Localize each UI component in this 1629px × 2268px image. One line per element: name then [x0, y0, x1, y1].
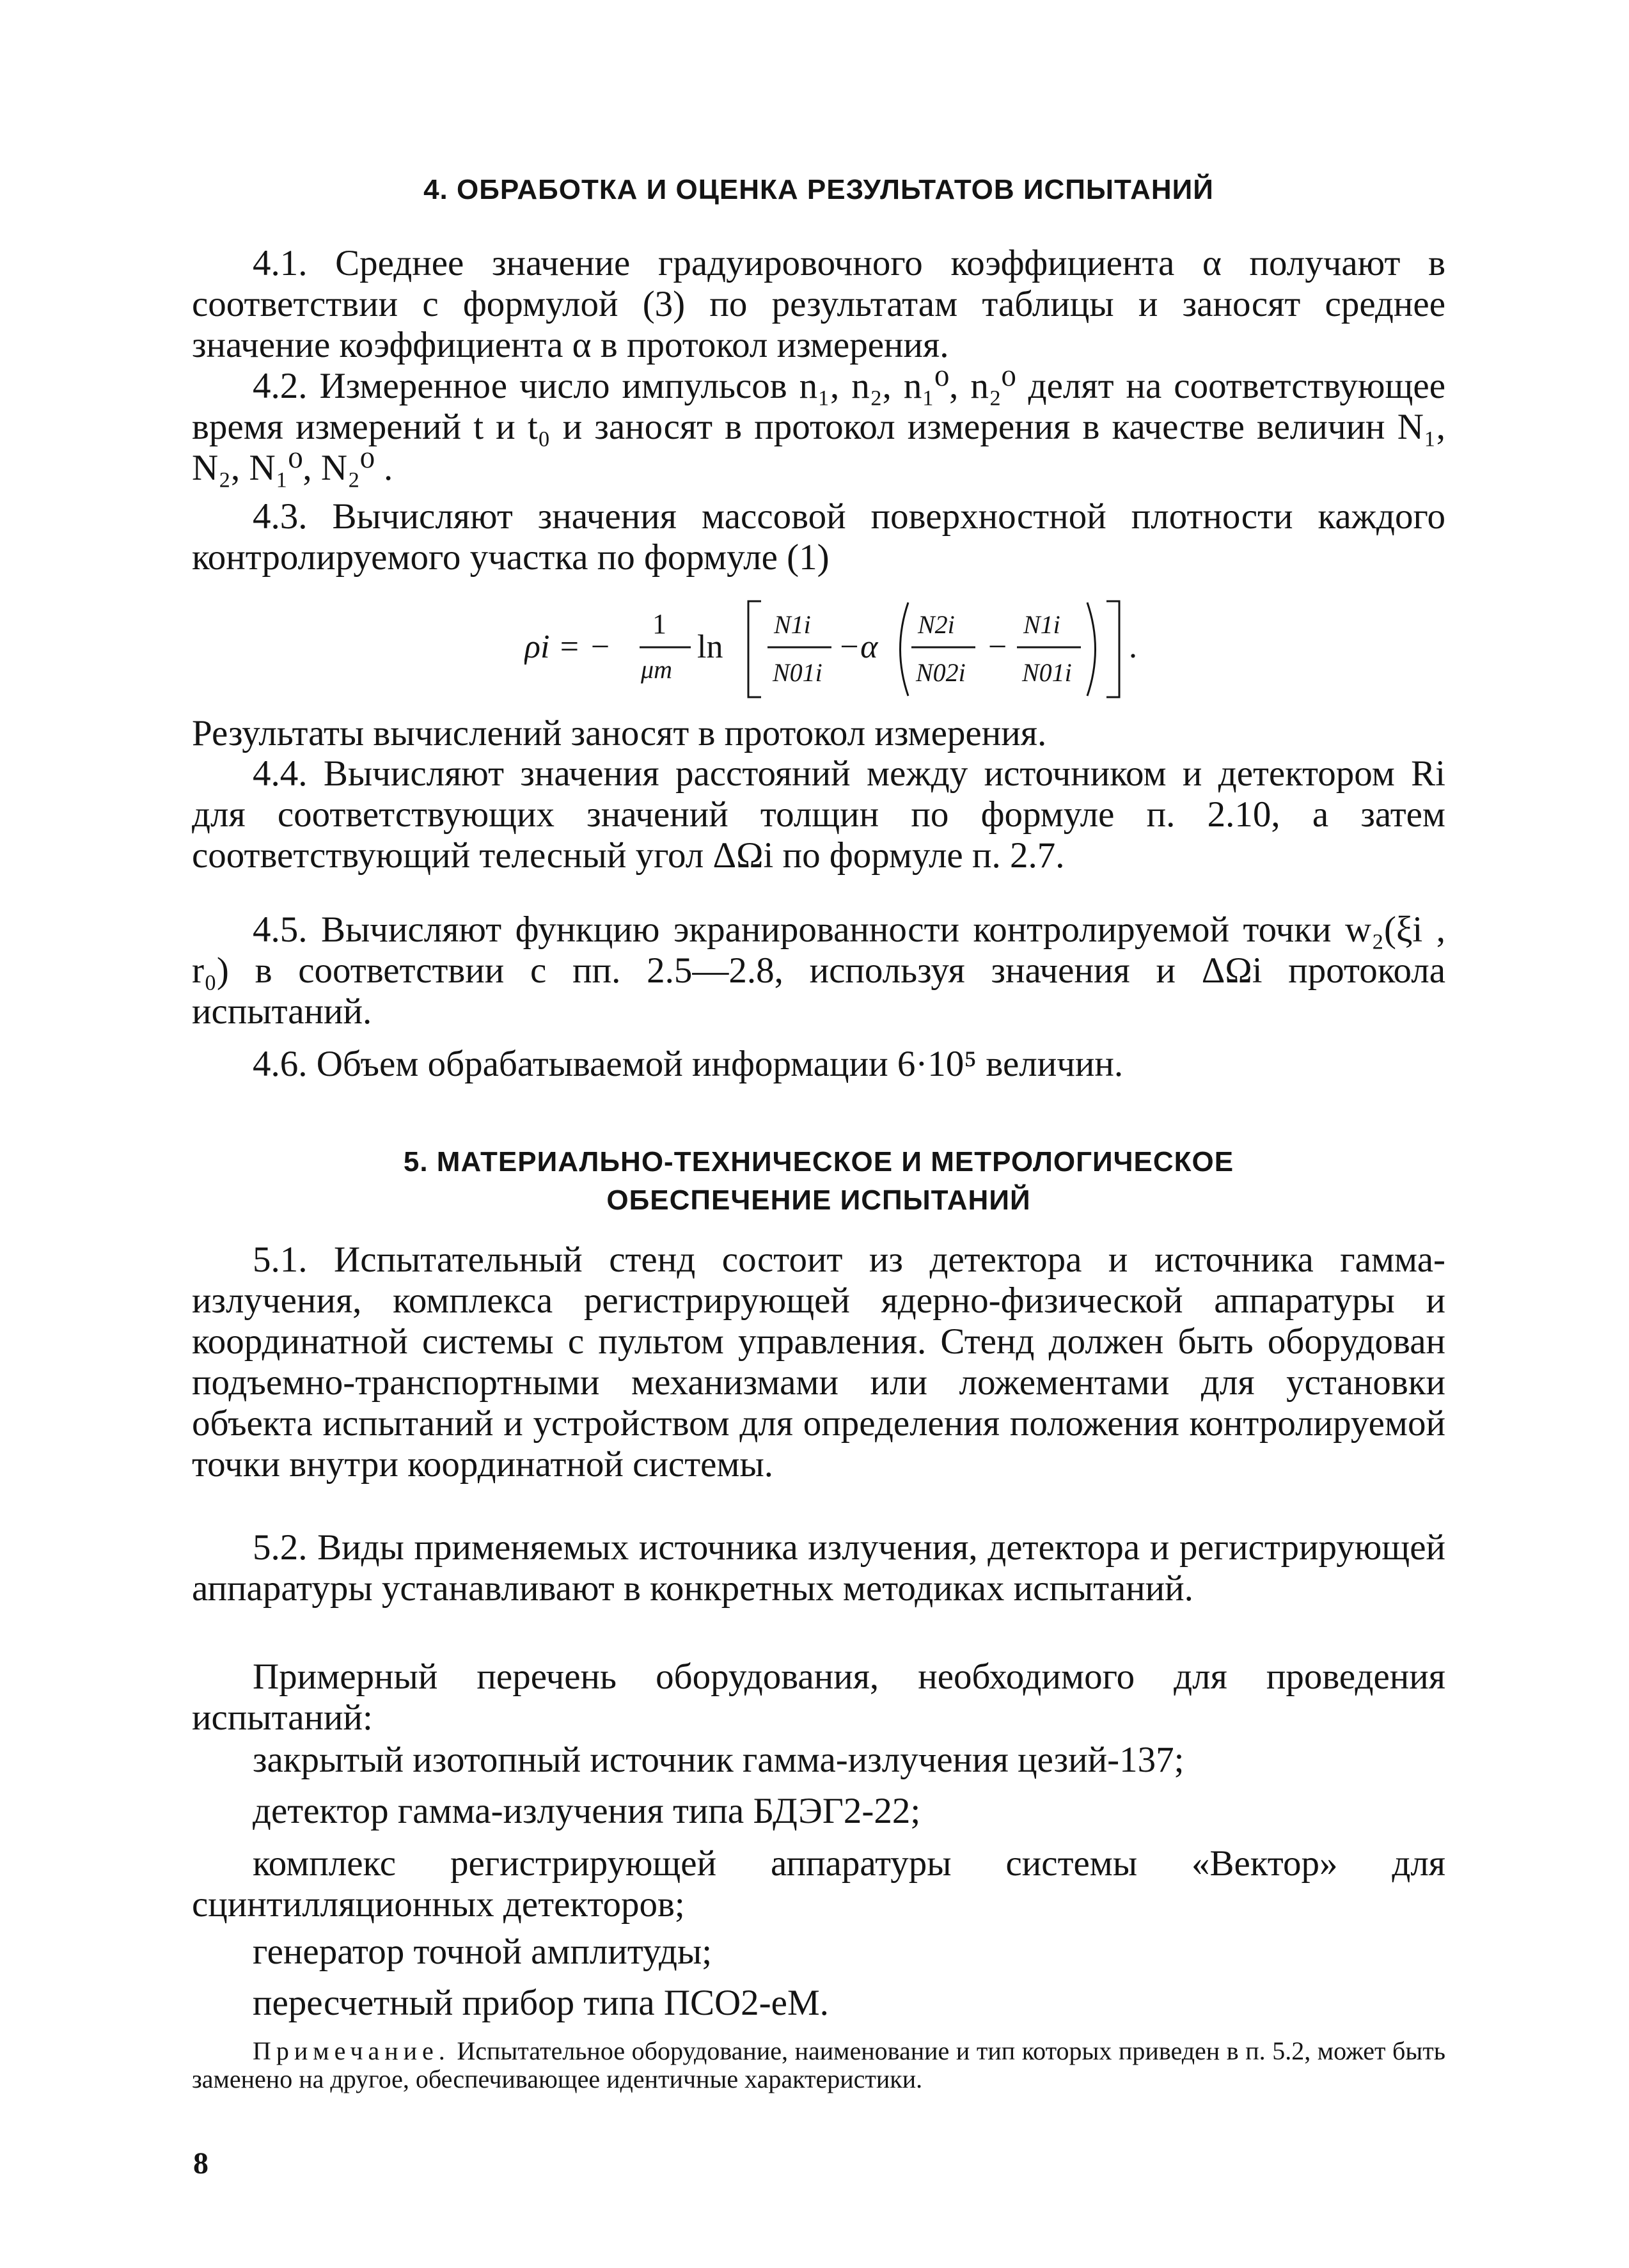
paragraph-4-3: 4.3. Вычисляют значения массовой поверхностной плотности каждого контролируемого участка по формуле (1)	[192, 496, 1445, 578]
paragraph-5-2: 5.2. Виды применяемых источника излучения, детектора и регистрирующей аппаратуры устанавливают в конкретных методиках испытаний.	[192, 1527, 1445, 1609]
list-item: генератор точной амплитуды;	[253, 1932, 712, 1972]
note-label: Примечание.	[253, 2036, 450, 2065]
paragraph-4-5: 4.5. Вычисляют функцию экранированности контролируемой точки w₂(ξi , r₀) в соответствии с пп. 2.5—2.8, используя значения и ΔΩi протокола испытаний.	[192, 910, 1445, 1032]
section-5-heading-line1: 5. МАТЕРИАЛЬНО-ТЕХНИЧЕСКОЕ И МЕТРОЛОГИЧЕСКОЕ	[403, 1146, 1234, 1177]
list-item: детектор гамма-излучения типа БДЭГ2-22;	[253, 1791, 921, 1831]
paragraph-4-6: 4.6. Объем обрабатываемой информации 6·10⁵ величин.	[253, 1044, 1124, 1084]
note	[192, 2037, 1445, 2093]
formula-t3-num: N1i	[1023, 610, 1060, 639]
paragraph-4-1: 4.1. Среднее значение градуировочного коэффициента α получают в соответствии с формулой (3) по результатам таблицы и заносят среднее значение коэффициента α в протокол измерения.	[192, 243, 1445, 365]
document-page	[192, 0, 1445, 2268]
formula-end: .	[1129, 629, 1137, 665]
list-item: пересчетный прибор типа ПСО2-еМ.	[253, 1983, 829, 2023]
note-text: Испытательное оборудование, наименование и тип которых приведен в п. 5.2, может быть заменено на другое, обеспечивающее идентичные характеристики.	[192, 2036, 1445, 2093]
formula-t2-den: N02i	[916, 658, 966, 687]
formula-t1-num: N1i	[774, 610, 811, 639]
density-formula	[524, 588, 1356, 710]
paragraph-5-1: 5.1. Испытательный стенд состоит из детектора и источника гамма-излучения, комплекса регистрирующей ядерно-физической аппаратуры и координатной системы с пультом управления. Стенд должен быть оборудован подъемно-транспортными механизмами или ложементами для установки объекта испытаний и устройством для определения положения контролируемой точки внутри координатной системы.	[192, 1240, 1445, 1484]
formula-t3-den: N01i	[1022, 658, 1072, 687]
formula-minus: −	[988, 629, 1007, 665]
formula-lhs: ρi = −	[524, 629, 611, 665]
list-item: комплекс регистрирующей аппаратуры системы «Вектор» для сцинтилляционных детекторов;	[192, 1843, 1445, 1925]
list-item: закрытый изотопный источник гамма-излучения цезий-137;	[253, 1740, 1184, 1780]
equipment-list-intro: Примерный перечень оборудования, необходимого для проведения испытаний:	[192, 1657, 1445, 1738]
section-5-heading-line2: ОБЕСПЕЧЕНИЕ ИСПЫТАНИЙ	[606, 1185, 1031, 1216]
formula-frac1-num: 1	[652, 608, 666, 640]
formula-t1-den: N01i	[773, 658, 822, 687]
paragraph-4-2: 4.2. Измеренное число импульсов n₁, n₂, n₁⁰, n₂⁰ делят на соответствующее время измерений t и t₀ и заносят в протокол измерения в качестве величин N₁, N₂, N₁⁰, N₂⁰ .	[192, 366, 1445, 488]
formula-frac1-den: μm	[641, 655, 672, 684]
formula-t2-num: N2i	[918, 610, 955, 639]
formula-minus-alpha: −α	[838, 629, 878, 665]
page-number: 8	[193, 2146, 209, 2180]
section-4-heading: 4. ОБРАБОТКА И ОЦЕНКА РЕЗУЛЬТАТОВ ИСПЫТАНИЙ	[423, 174, 1214, 205]
paragraph-4-4: 4.4. Вычисляют значения расстояний между источником и детектором Ri для соответствующих значений толщин по формуле п. 2.10, а затем соответствующий телесный угол ΔΩi по формуле п. 2.7.	[192, 753, 1445, 876]
formula-ln: ln	[697, 629, 723, 665]
paragraph-4-3-result: Результаты вычислений заносят в протокол измерения.	[192, 713, 1047, 753]
